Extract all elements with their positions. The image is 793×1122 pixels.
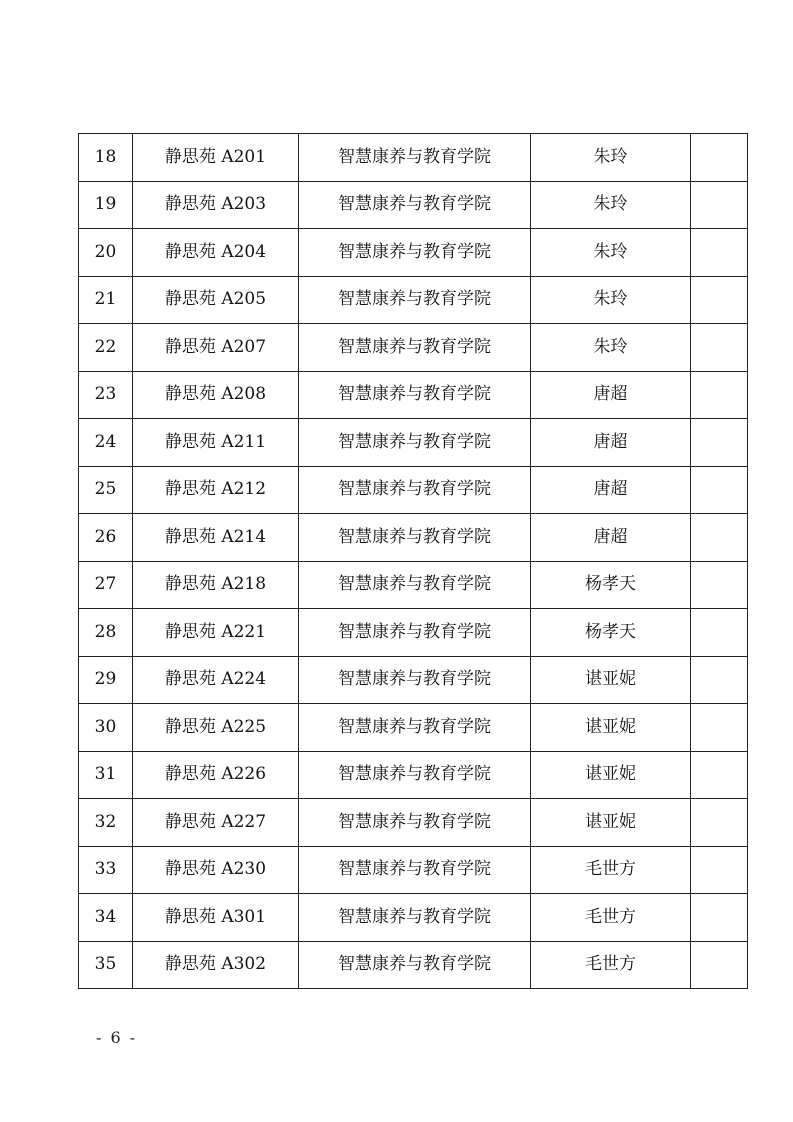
college-cell: 智慧康养与教育学院 — [299, 751, 531, 799]
person-in-charge-cell: 杨孝天 — [531, 609, 691, 657]
row-number-cell: 35 — [79, 941, 133, 989]
note-cell — [691, 751, 748, 799]
room-cell: 静思苑 A207 — [133, 324, 299, 372]
room-cell: 静思苑 A221 — [133, 609, 299, 657]
college-cell: 智慧康养与教育学院 — [299, 181, 531, 229]
person-in-charge-cell: 谌亚妮 — [531, 656, 691, 704]
row-number-cell: 21 — [79, 276, 133, 324]
row-number-cell: 30 — [79, 704, 133, 752]
person-in-charge-cell: 唐超 — [531, 419, 691, 467]
person-in-charge-cell: 唐超 — [531, 514, 691, 562]
note-cell — [691, 894, 748, 942]
note-cell — [691, 276, 748, 324]
person-in-charge-cell: 朱玲 — [531, 134, 691, 182]
person-in-charge-cell: 毛世方 — [531, 894, 691, 942]
college-cell: 智慧康养与教育学院 — [299, 609, 531, 657]
row-number-cell: 28 — [79, 609, 133, 657]
room-cell: 静思苑 A226 — [133, 751, 299, 799]
row-number-cell: 26 — [79, 514, 133, 562]
person-in-charge-cell: 谌亚妮 — [531, 751, 691, 799]
room-cell: 静思苑 A230 — [133, 846, 299, 894]
page-number: - 6 - — [96, 1028, 138, 1047]
row-number-cell: 34 — [79, 894, 133, 942]
note-cell — [691, 704, 748, 752]
table-body — [79, 134, 748, 989]
note-cell — [691, 419, 748, 467]
person-in-charge-cell: 谌亚妮 — [531, 704, 691, 752]
row-number-cell: 18 — [79, 134, 133, 182]
person-in-charge-cell: 谌亚妮 — [531, 799, 691, 847]
note-cell — [691, 609, 748, 657]
college-cell: 智慧康养与教育学院 — [299, 276, 531, 324]
table-row — [79, 609, 748, 657]
table-row — [79, 894, 748, 942]
note-cell — [691, 371, 748, 419]
table-row — [79, 941, 748, 989]
row-number-cell: 22 — [79, 324, 133, 372]
college-cell: 智慧康养与教育学院 — [299, 894, 531, 942]
note-cell — [691, 799, 748, 847]
room-cell: 静思苑 A203 — [133, 181, 299, 229]
note-cell — [691, 466, 748, 514]
college-cell: 智慧康养与教育学院 — [299, 419, 531, 467]
table-row — [79, 656, 748, 704]
row-number-cell: 29 — [79, 656, 133, 704]
college-cell: 智慧康养与教育学院 — [299, 846, 531, 894]
room-cell: 静思苑 A201 — [133, 134, 299, 182]
table-row — [79, 514, 748, 562]
college-cell: 智慧康养与教育学院 — [299, 324, 531, 372]
college-cell: 智慧康养与教育学院 — [299, 371, 531, 419]
person-in-charge-cell: 唐超 — [531, 466, 691, 514]
room-cell: 静思苑 A208 — [133, 371, 299, 419]
table-row — [79, 229, 748, 277]
note-cell — [691, 846, 748, 894]
note-cell — [691, 561, 748, 609]
room-cell: 静思苑 A218 — [133, 561, 299, 609]
person-in-charge-cell: 毛世方 — [531, 941, 691, 989]
note-cell — [691, 181, 748, 229]
college-cell: 智慧康养与教育学院 — [299, 134, 531, 182]
table-row — [79, 799, 748, 847]
college-cell: 智慧康养与教育学院 — [299, 941, 531, 989]
person-in-charge-cell: 朱玲 — [531, 181, 691, 229]
room-cell: 静思苑 A301 — [133, 894, 299, 942]
college-cell: 智慧康养与教育学院 — [299, 799, 531, 847]
person-in-charge-cell: 朱玲 — [531, 324, 691, 372]
note-cell — [691, 941, 748, 989]
person-in-charge-cell: 朱玲 — [531, 276, 691, 324]
table-row — [79, 704, 748, 752]
row-number-cell: 32 — [79, 799, 133, 847]
room-cell: 静思苑 A302 — [133, 941, 299, 989]
row-number-cell: 33 — [79, 846, 133, 894]
note-cell — [691, 324, 748, 372]
note-cell — [691, 229, 748, 277]
room-cell: 静思苑 A211 — [133, 419, 299, 467]
college-cell: 智慧康养与教育学院 — [299, 466, 531, 514]
table-row — [79, 561, 748, 609]
table-row — [79, 324, 748, 372]
table-row — [79, 419, 748, 467]
table-row — [79, 371, 748, 419]
room-cell: 静思苑 A227 — [133, 799, 299, 847]
college-cell: 智慧康养与教育学院 — [299, 704, 531, 752]
table-row — [79, 276, 748, 324]
dormitory-table — [78, 133, 748, 989]
college-cell: 智慧康养与教育学院 — [299, 514, 531, 562]
room-cell: 静思苑 A214 — [133, 514, 299, 562]
room-cell: 静思苑 A212 — [133, 466, 299, 514]
person-in-charge-cell: 唐超 — [531, 371, 691, 419]
row-number-cell: 27 — [79, 561, 133, 609]
college-cell: 智慧康养与教育学院 — [299, 229, 531, 277]
college-cell: 智慧康养与教育学院 — [299, 561, 531, 609]
person-in-charge-cell: 杨孝天 — [531, 561, 691, 609]
row-number-cell: 25 — [79, 466, 133, 514]
person-in-charge-cell: 毛世方 — [531, 846, 691, 894]
table-row — [79, 751, 748, 799]
row-number-cell: 31 — [79, 751, 133, 799]
row-number-cell: 19 — [79, 181, 133, 229]
row-number-cell: 23 — [79, 371, 133, 419]
person-in-charge-cell: 朱玲 — [531, 229, 691, 277]
room-cell: 静思苑 A224 — [133, 656, 299, 704]
note-cell — [691, 134, 748, 182]
note-cell — [691, 656, 748, 704]
note-cell — [691, 514, 748, 562]
table-row — [79, 134, 748, 182]
room-cell: 静思苑 A205 — [133, 276, 299, 324]
row-number-cell: 20 — [79, 229, 133, 277]
college-cell: 智慧康养与教育学院 — [299, 656, 531, 704]
row-number-cell: 24 — [79, 419, 133, 467]
table-row — [79, 466, 748, 514]
table-row — [79, 846, 748, 894]
room-cell: 静思苑 A204 — [133, 229, 299, 277]
table-row — [79, 181, 748, 229]
room-cell: 静思苑 A225 — [133, 704, 299, 752]
